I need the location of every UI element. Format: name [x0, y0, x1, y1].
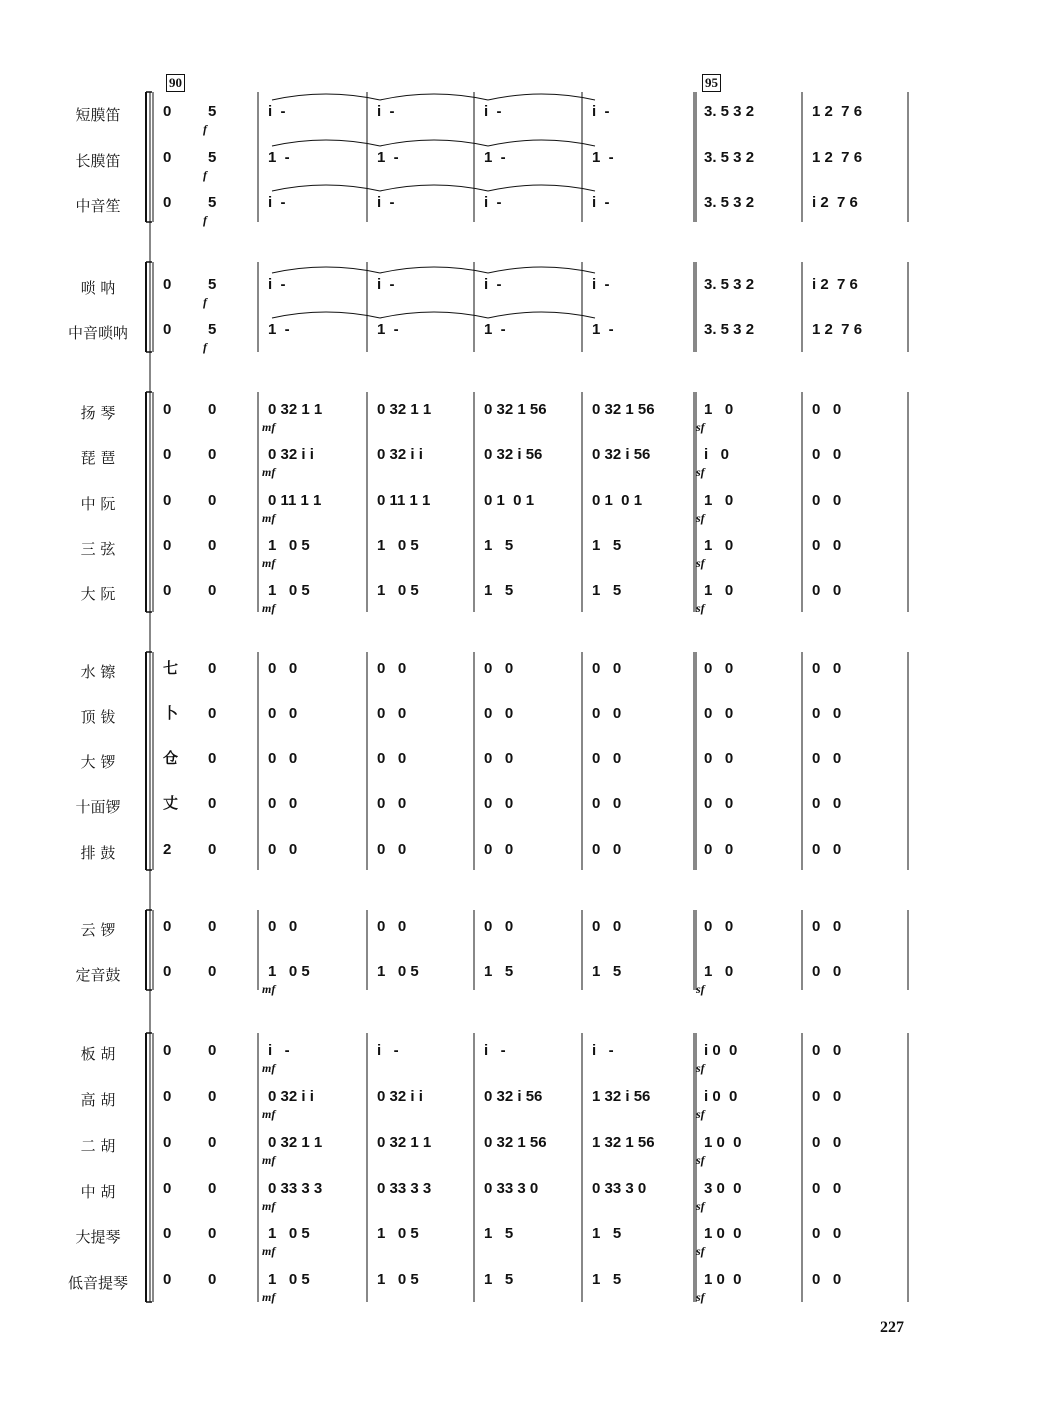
dynamic-mark: mf [262, 556, 276, 570]
instrument-label: 中音唢呐 [67, 324, 128, 342]
measure-notes: 0 32 i i [377, 1088, 423, 1105]
measure-notes: i - [377, 103, 395, 120]
measure-notes: 1 2 7 6 [812, 321, 863, 338]
measure-notes: 0 32 1 1 [377, 1134, 432, 1151]
measure-notes: 0 [163, 963, 172, 980]
measure-notes: 1 5 [484, 537, 514, 554]
measure-notes: 0 0 [268, 918, 298, 935]
measure-notes: 七 [163, 660, 179, 677]
dynamic-mark: sf [696, 1107, 705, 1121]
measure-notes: i - [377, 276, 395, 293]
instrument-label: 大 锣 [80, 753, 116, 771]
instrument-label: 中音笙 [75, 197, 121, 215]
measure-notes: 0 0 [812, 1088, 842, 1105]
measure-notes: 0 [208, 705, 217, 722]
instrument-label: 短膜笛 [75, 106, 121, 124]
measure-notes: 0 33 3 0 [592, 1180, 647, 1197]
measure-notes: 1 - [268, 149, 290, 166]
measure-notes: i 0 0 [704, 1088, 738, 1105]
measure-notes: 0 1 0 1 [592, 492, 643, 509]
measure-notes: 0 [208, 795, 217, 812]
measure-notes: 0 32 1 56 [484, 401, 547, 418]
measure-notes: 0 0 [812, 492, 842, 509]
dynamic-mark: sf [696, 1244, 705, 1258]
measure-notes: i - [484, 276, 502, 293]
measure-notes: 0 32 i 56 [484, 1088, 543, 1105]
measure-notes: 1 0 5 [377, 537, 419, 554]
measure-notes: 1 0 5 [377, 1225, 419, 1242]
measure-notes: 0 32 i i [377, 446, 423, 463]
instrument-label: 琵 琶 [80, 449, 116, 467]
measure-notes: 1 0 [704, 537, 734, 554]
measure-notes: 0 [163, 446, 172, 463]
instrument-label: 唢 呐 [80, 279, 116, 297]
measure-notes: 0 0 [812, 1042, 842, 1059]
dynamic-mark: f [203, 168, 207, 182]
measure-notes: 0 [208, 537, 217, 554]
measure-notes: 5 [208, 149, 217, 166]
dynamic-mark: mf [262, 511, 276, 525]
measure-notes: 0 [208, 750, 217, 767]
measure-notes: 0 0 [812, 446, 842, 463]
dynamic-mark: sf [696, 1199, 705, 1213]
measure-notes: 0 [163, 1180, 172, 1197]
measure-notes: i - [268, 1042, 290, 1059]
measure-notes: 0 [208, 918, 217, 935]
measure-notes: 5 [208, 103, 217, 120]
instrument-label: 高 胡 [80, 1091, 116, 1109]
dynamic-mark: mf [262, 1244, 276, 1258]
measure-notes: 0 0 [592, 918, 622, 935]
measure-notes: 1 - [484, 321, 506, 338]
measure-notes: 1 - [484, 149, 506, 166]
tie-arc [380, 185, 488, 191]
measure-notes: 0 0 [592, 750, 622, 767]
measure-notes: i 0 0 [704, 1042, 738, 1059]
dynamic-mark: sf [696, 420, 705, 434]
measure-notes: 0 0 [704, 841, 734, 858]
measure-notes: 1 0 [704, 401, 734, 418]
dynamic-mark: sf [696, 465, 705, 479]
measure-notes: i - [592, 103, 610, 120]
dynamic-mark: f [203, 122, 207, 136]
tie-arc [488, 185, 595, 191]
measure-notes: 0 0 [268, 841, 298, 858]
dynamic-mark: mf [262, 982, 276, 996]
measure-notes: 0 [163, 276, 172, 293]
measure-notes: 0 0 [704, 660, 734, 677]
measure-notes: 0 0 [484, 841, 514, 858]
measure-notes: 5 [208, 194, 217, 211]
measure-notes: 0 0 [592, 841, 622, 858]
measure-notes: 1 - [377, 321, 399, 338]
tie-arc [272, 267, 380, 273]
measure-notes: 0 32 i i [268, 446, 314, 463]
measure-notes: 0 0 [704, 918, 734, 935]
dynamic-mark: f [203, 340, 207, 354]
measure-notes: 1 0 5 [268, 537, 310, 554]
measure-notes: 0 0 [377, 841, 407, 858]
measure-notes: 1 0 0 [704, 1225, 742, 1242]
measure-notes: 卜 [163, 705, 179, 722]
measure-notes: 3 0 0 [704, 1180, 742, 1197]
measure-notes: 0 32 1 56 [592, 401, 655, 418]
measure-notes: 1 5 [592, 963, 622, 980]
measure-notes: i - [484, 103, 502, 120]
measure-notes: 0 0 [484, 918, 514, 935]
measure-notes: i - [484, 194, 502, 211]
measure-notes: 0 [163, 401, 172, 418]
measure-notes: 1 0 5 [377, 582, 419, 599]
measure-notes: 3. 5 3 2 [704, 276, 755, 293]
measure-notes: 0 0 [812, 705, 842, 722]
measure-notes: 0 32 i i [268, 1088, 314, 1105]
dynamic-mark: sf [696, 1061, 705, 1075]
measure-notes: i 0 [704, 446, 730, 463]
measure-notes: 1 0 [704, 492, 734, 509]
measure-notes: 0 [163, 194, 172, 211]
measure-notes: 0 1 0 1 [484, 492, 535, 509]
measure-notes: 0 0 [268, 660, 298, 677]
measure-notes: 1 5 [484, 963, 514, 980]
dynamic-mark: sf [696, 601, 705, 615]
measure-notes: 3. 5 3 2 [704, 149, 755, 166]
measure-notes: 0 0 [812, 401, 842, 418]
measure-notes: 0 [208, 1088, 217, 1105]
tie-arc [272, 94, 380, 100]
instrument-label: 大 阮 [80, 585, 116, 603]
measure-notes: i - [268, 276, 286, 293]
measure-notes: 0 [208, 582, 217, 599]
measure-notes: 0 [163, 918, 172, 935]
measure-notes: 0 0 [268, 750, 298, 767]
dynamic-mark: mf [262, 1061, 276, 1075]
dynamic-mark: f [203, 213, 207, 227]
measure-notes: 0 11 1 1 [268, 492, 322, 509]
instrument-label: 板 胡 [80, 1045, 116, 1063]
measure-notes: 1 0 5 [268, 1271, 310, 1288]
instrument-label: 大提琴 [75, 1228, 121, 1246]
measure-notes: 0 0 [592, 795, 622, 812]
dynamic-mark: mf [262, 1107, 276, 1121]
measure-notes: 0 0 [268, 705, 298, 722]
measure-notes: 0 0 [812, 918, 842, 935]
measure-notes: 1 5 [484, 1225, 514, 1242]
measure-notes: 0 0 [377, 705, 407, 722]
measure-notes: 0 0 [812, 1180, 842, 1197]
tie-arc [380, 94, 488, 100]
dynamic-mark: f [203, 295, 207, 309]
measure-notes: 0 [163, 492, 172, 509]
measure-notes: 0 [208, 1225, 217, 1242]
measure-notes: 1 - [592, 149, 614, 166]
measure-notes: 0 [163, 1088, 172, 1105]
measure-notes: 3. 5 3 2 [704, 321, 755, 338]
measure-notes: 1 0 0 [704, 1271, 742, 1288]
measure-notes: 5 [208, 276, 217, 293]
instrument-label: 三 弦 [80, 540, 116, 558]
dynamic-mark: sf [696, 511, 705, 525]
measure-notes: 1 0 5 [268, 963, 310, 980]
measure-notes: 1 0 5 [377, 963, 419, 980]
measure-notes: 1 0 5 [268, 1225, 310, 1242]
dynamic-mark: sf [696, 1153, 705, 1167]
instrument-label: 低音提琴 [67, 1274, 128, 1292]
measure-notes: 1 0 0 [704, 1134, 742, 1151]
tie-arc [488, 140, 595, 146]
measure-notes: 0 0 [812, 750, 842, 767]
measure-notes: i - [268, 103, 286, 120]
measure-notes: i - [592, 1042, 614, 1059]
measure-notes: i - [268, 194, 286, 211]
measure-notes: 仓 [163, 750, 179, 767]
measure-notes: 0 [163, 1042, 172, 1059]
dynamic-mark: sf [696, 556, 705, 570]
instrument-label: 水 镲 [80, 663, 116, 681]
measure-notes: 0 0 [592, 705, 622, 722]
measure-notes: 1 5 [592, 537, 622, 554]
measure-notes: 0 0 [484, 660, 514, 677]
measure-notes: 0 [163, 321, 172, 338]
measure-notes: 3. 5 3 2 [704, 103, 755, 120]
instrument-label: 云 锣 [80, 921, 116, 939]
measure-notes: 0 [208, 401, 217, 418]
dynamic-mark: mf [262, 1153, 276, 1167]
dynamic-mark: sf [696, 1290, 705, 1304]
measure-notes: 1 5 [592, 1225, 622, 1242]
measure-notes: 0 33 3 0 [484, 1180, 539, 1197]
tie-arc [488, 94, 595, 100]
measure-notes: 0 32 1 1 [268, 1134, 323, 1151]
measure-notes: 0 0 [704, 795, 734, 812]
measure-notes: 1 5 [592, 582, 622, 599]
instrument-label: 定音鼓 [75, 966, 121, 984]
measure-notes: 0 [208, 660, 217, 677]
tie-arc [272, 185, 380, 191]
measure-notes: i 2 7 6 [812, 276, 858, 293]
measure-notes: 0 0 [812, 660, 842, 677]
measure-notes: i - [377, 1042, 399, 1059]
measure-notes: i - [592, 194, 610, 211]
measure-notes: 0 11 1 1 [377, 492, 431, 509]
measure-notes: 1 - [592, 321, 614, 338]
measure-notes: 0 0 [377, 750, 407, 767]
measure-notes: 1 32 1 56 [592, 1134, 655, 1151]
measure-notes: 1 5 [592, 1271, 622, 1288]
measure-notes: 0 0 [704, 705, 734, 722]
measure-notes: 0 [208, 492, 217, 509]
measure-notes: i - [592, 276, 610, 293]
measure-notes: 0 0 [812, 582, 842, 599]
tie-arc [488, 267, 595, 273]
instrument-label: 中 胡 [80, 1183, 116, 1201]
rehearsal-mark-95: 95 [702, 74, 721, 92]
measure-notes: 1 - [377, 149, 399, 166]
dynamic-mark: mf [262, 465, 276, 479]
tie-arc [380, 140, 488, 146]
measure-notes: 0 0 [377, 660, 407, 677]
measure-notes: 0 [163, 582, 172, 599]
tie-arc [380, 312, 488, 318]
measure-notes: 0 0 [812, 795, 842, 812]
measure-notes: 0 33 3 3 [377, 1180, 432, 1197]
measure-notes: 5 [208, 321, 217, 338]
measure-notes: 0 [208, 841, 217, 858]
measure-notes: 0 [163, 103, 172, 120]
dynamic-mark: mf [262, 1199, 276, 1213]
measure-notes: 0 0 [268, 795, 298, 812]
measure-notes: 0 [208, 963, 217, 980]
measure-notes: 1 - [268, 321, 290, 338]
measure-notes: 0 [208, 1180, 217, 1197]
measure-notes: 0 32 1 1 [268, 401, 323, 418]
measure-notes: 1 0 5 [377, 1271, 419, 1288]
measure-notes: 0 32 1 1 [377, 401, 432, 418]
measure-notes: 0 0 [812, 537, 842, 554]
measure-notes: 0 [163, 149, 172, 166]
dynamic-mark: mf [262, 601, 276, 615]
instrument-label: 长膜笛 [75, 152, 121, 170]
tie-arc [272, 312, 380, 318]
measure-notes: 0 [163, 1134, 172, 1151]
measure-notes: 0 0 [484, 795, 514, 812]
measure-notes: 0 0 [812, 1134, 842, 1151]
measure-notes: 0 [163, 537, 172, 554]
measure-notes: 0 0 [812, 963, 842, 980]
instrument-label: 排 鼓 [80, 844, 116, 862]
measure-notes: 0 33 3 3 [268, 1180, 323, 1197]
instrument-label: 十面锣 [75, 798, 121, 816]
measure-notes: 1 5 [484, 1271, 514, 1288]
measure-notes: 0 0 [377, 795, 407, 812]
instrument-label: 中 阮 [80, 495, 116, 513]
measure-notes: 0 0 [704, 750, 734, 767]
measure-notes: 1 0 5 [268, 582, 310, 599]
instrument-label: 顶 钹 [80, 708, 116, 726]
measure-notes: 0 [208, 446, 217, 463]
tie-arc [488, 312, 595, 318]
tie-arc [380, 267, 488, 273]
measure-notes: i - [484, 1042, 506, 1059]
instrument-label: 二 胡 [80, 1137, 116, 1155]
measure-notes: 0 0 [484, 750, 514, 767]
measure-notes: 0 0 [484, 705, 514, 722]
tie-arc [272, 140, 380, 146]
measure-notes: 1 2 7 6 [812, 149, 863, 166]
measure-notes: 2 [163, 841, 172, 858]
rehearsal-mark-90: 90 [166, 74, 185, 92]
measure-notes: 0 [208, 1042, 217, 1059]
measure-notes: 0 [208, 1134, 217, 1151]
measure-notes: 1 5 [484, 582, 514, 599]
measure-notes: 0 [208, 1271, 217, 1288]
measure-notes: 0 [163, 1225, 172, 1242]
measure-notes: 0 32 i 56 [484, 446, 543, 463]
measure-notes: i 2 7 6 [812, 194, 858, 211]
page-number: 227 [880, 1319, 904, 1336]
measure-notes: 0 32 i 56 [592, 446, 651, 463]
measure-notes: 0 0 [812, 841, 842, 858]
measure-notes: 0 0 [812, 1271, 842, 1288]
measure-notes: 丈 [163, 795, 179, 812]
measure-notes: 1 2 7 6 [812, 103, 863, 120]
measure-notes: 1 0 [704, 963, 734, 980]
measure-notes: 0 [163, 1271, 172, 1288]
measure-notes: 0 0 [377, 918, 407, 935]
measure-notes: 1 0 [704, 582, 734, 599]
dynamic-mark: mf [262, 1290, 276, 1304]
dynamic-mark: sf [696, 982, 705, 996]
measure-notes: 3. 5 3 2 [704, 194, 755, 211]
dynamic-mark: mf [262, 420, 276, 434]
measure-notes: 1 32 i 56 [592, 1088, 651, 1105]
measure-notes: 0 0 [812, 1225, 842, 1242]
measure-notes: 0 32 1 56 [484, 1134, 547, 1151]
measure-notes: i - [377, 194, 395, 211]
measure-notes: 0 0 [592, 660, 622, 677]
instrument-label: 扬 琴 [80, 404, 116, 422]
